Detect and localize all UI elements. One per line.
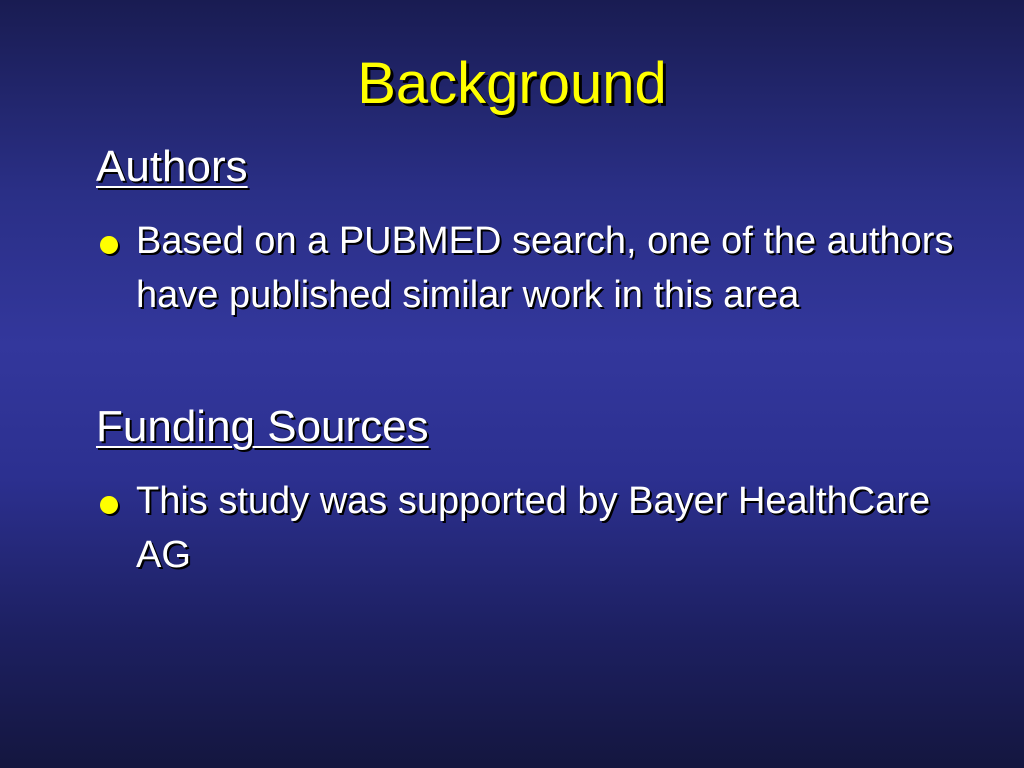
section-heading-funding-sources: Funding Sources xyxy=(96,402,429,451)
bullet-item-authors xyxy=(96,214,976,322)
bullet-text: Based on a PUBMED search, one of the authors have published similar work in this area xyxy=(136,220,954,316)
bullet-dot-icon xyxy=(100,496,118,514)
slide-title: Background xyxy=(357,51,667,116)
section-heading-authors: Authors xyxy=(96,142,248,191)
bullet-dot-icon xyxy=(100,236,118,254)
bullet-text: This study was supported by Bayer HealthCare AG xyxy=(136,480,931,576)
bullet-item-funding xyxy=(96,474,976,582)
